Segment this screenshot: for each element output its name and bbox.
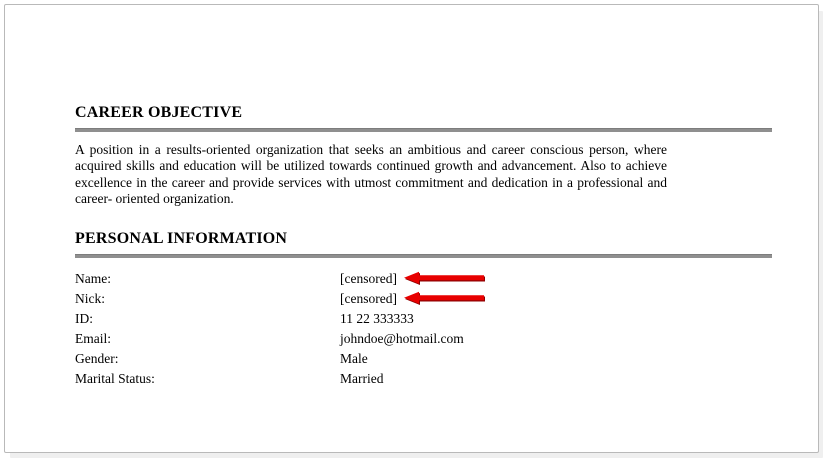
career-objective-paragraph: A position in a results-oriented organization that seeks an ambitious and career conscious person, where acquired skills and education will be utilized towards continued growth and advancement. Also to achieve excellence in the career and provide services with utmost commitment and dedication in a professional and career- oriented organization. bbox=[75, 142, 667, 207]
redaction-left-arrow-icon bbox=[404, 271, 486, 286]
field-row-id bbox=[75, 309, 772, 329]
field-value: Male bbox=[340, 350, 368, 366]
field-row-marital-status bbox=[75, 369, 772, 389]
field-label: ID: bbox=[75, 310, 93, 326]
personal-information-heading: PERSONAL INFORMATION bbox=[75, 229, 288, 247]
field-row-email bbox=[75, 329, 772, 349]
field-row-name bbox=[75, 269, 772, 289]
field-label: Nick: bbox=[75, 290, 105, 306]
field-label: Gender: bbox=[75, 350, 119, 366]
section-personal-information bbox=[75, 229, 772, 389]
field-value: johndoe@hotmail.com bbox=[340, 330, 464, 346]
heading-rule bbox=[75, 254, 772, 258]
field-value: [censored] bbox=[340, 270, 397, 286]
field-label: Email: bbox=[75, 330, 111, 346]
redaction-left-arrow-icon bbox=[404, 291, 486, 306]
heading-rule bbox=[75, 128, 772, 132]
document-page bbox=[4, 4, 819, 453]
career-objective-heading: CAREER OBJECTIVE bbox=[75, 104, 243, 121]
field-label: Marital Status: bbox=[75, 370, 155, 386]
field-row-gender bbox=[75, 349, 772, 369]
field-value: [censored] bbox=[340, 290, 397, 306]
document-content bbox=[5, 5, 818, 389]
field-label: Name: bbox=[75, 270, 111, 286]
field-value: Married bbox=[340, 370, 384, 386]
field-row-nick bbox=[75, 289, 772, 309]
personal-information-fields bbox=[75, 269, 772, 389]
section-career-objective bbox=[75, 103, 772, 208]
field-value: 11 22 333333 bbox=[340, 310, 414, 326]
